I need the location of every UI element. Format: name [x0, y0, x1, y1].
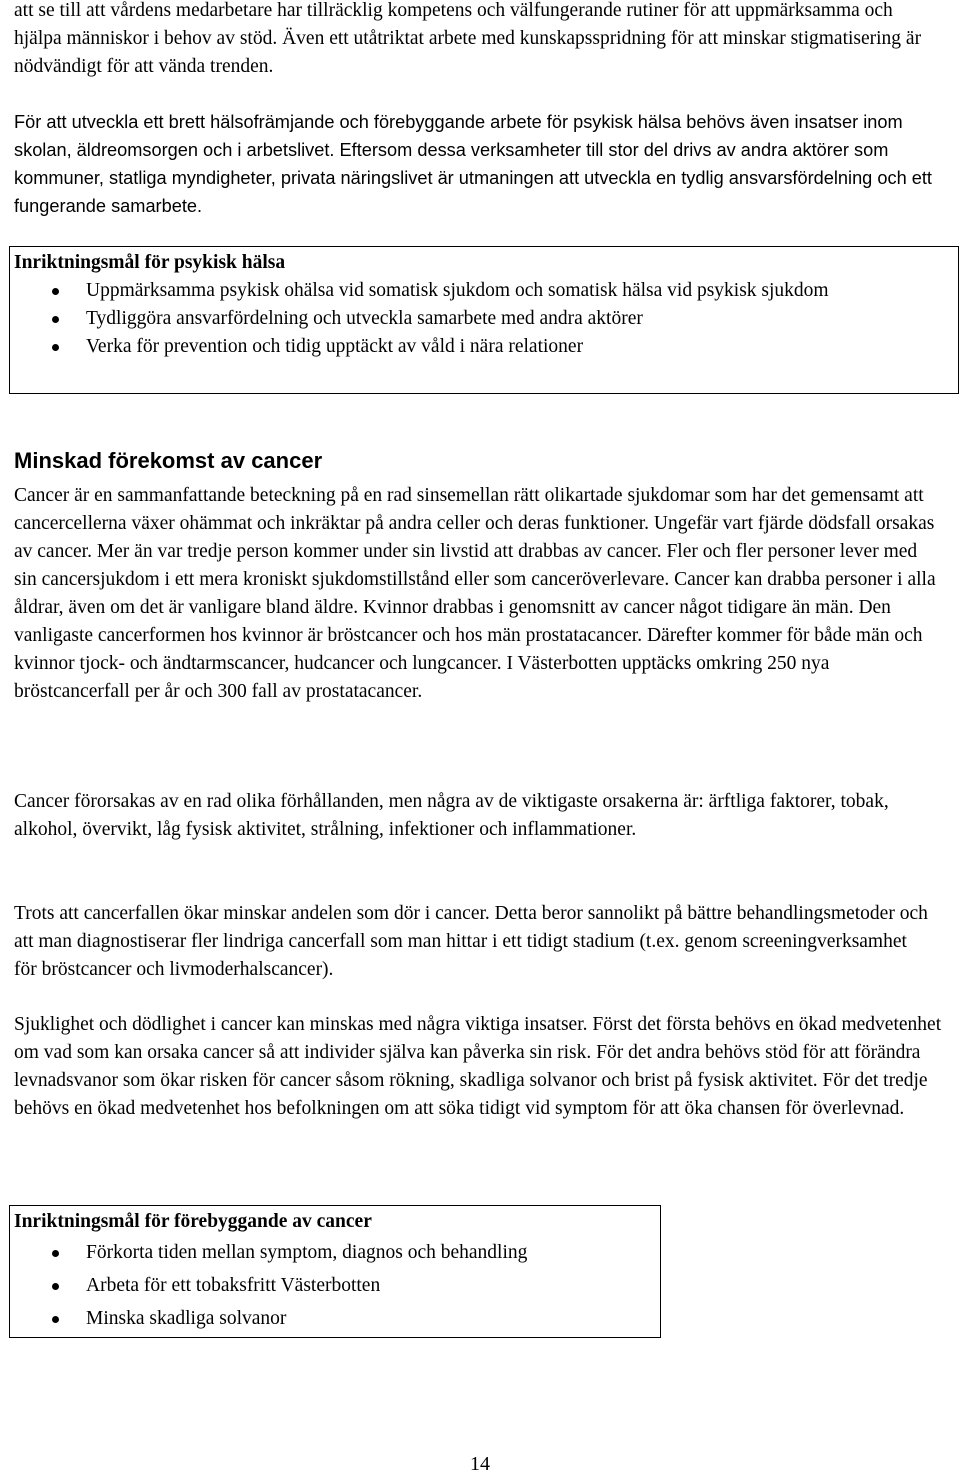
bullet-icon: [52, 288, 59, 295]
bullet-icon: [52, 1250, 59, 1257]
goal-list-item: Uppmärksamma psykisk ohälsa vid somatisk sjukdom och somatisk hälsa vid psykisk sjukdom: [14, 277, 958, 305]
cancer-paragraph-1: Cancer är en sammanfattande beteckning på en rad sinsemellan rätt olikartade sjukdomar som har det gemensamt att cancercellerna växer ohämmat och inkräktar på andra celler och deras funktioner. Ungefär vart fjärde dödsfall orsakas av cancer. Mer än var tredje person kommer under sin livstid att drabbas av cancer. Fler och fler personer lever med sin cancersjukdom i ett mera kroniskt sjukdomstillstånd eller som canceröverlevare. Cancer kan drabba personer i alla åldrar, även om det är vanligare bland äldre. Kvinnor drabbas i genomsnitt av cancer något tidigare än män. Den vanligaste cancerformen hos kvinnor är bröstcancer och hos män prostatacancer. Därefter kommer för både män och kvinnor tjock- och ändtarmscancer, hudcancer och lungcancer. I Västerbotten upptäcks omkring 250 nya bröstcancerfall per år och 300 fall av prostatacancer.: [14, 485, 936, 702]
intro-paragraph-mental-health: [14, 108, 946, 220]
bullet-icon: [52, 1316, 59, 1323]
page-number: 14: [470, 1453, 490, 1475]
intro-paragraph-part-a: För att utveckla ett brett hälsofrämjande och förebyggande arbete för psykisk hälsa behövs även insatser inom skolan, äldreomsorgen och i arbetslivet.: [14, 112, 903, 160]
goal-list-item: Tydliggöra ansvarfördelning och utveckla samarbete med andra aktörer: [14, 305, 958, 333]
cancer-paragraph-4: Sjuklighet och dödlighet i cancer kan minskas med några viktiga insatser. Först det första behövs en ökad medvetenhet om vad som kan orsaka cancer så att individer själva kan påverka sin risk. För det andra behövs stöd för att förändra levnadsvanor som ökar risken för cancer såsom rökning, skadliga solvanor och brist på fysisk aktivitet. För det tredje behövs en ökad medvetenhet hos befolkningen om att söka tidigt vid symptom för att öka chansen för överlevnad.: [14, 1014, 942, 1119]
goal-list-item: Arbeta för ett tobaksfritt Västerbotten: [14, 1269, 660, 1302]
goals-box-title: Inriktningsmål för förebyggande av cancer: [14, 1211, 372, 1232]
intro-continued-paragraph: att se till att vårdens medarbetare har tillräcklig kompetens och välfungerande rutiner för att uppmärksamma och hjälpa människor i behov av stöd. Även ett utåtriktat arbete med kunskapsspridning för att minskar stigmatisering är nödvändigt för att vända trenden.: [14, 0, 922, 77]
goals-list: [14, 1236, 660, 1335]
bullet-icon: [52, 344, 59, 351]
goal-list-item: Verka för prevention och tidig upptäckt av våld i nära relationer: [14, 333, 958, 361]
goal-list-item: Minska skadliga solvanor: [14, 1302, 660, 1335]
goals-box-cancer: [9, 1205, 661, 1338]
bullet-icon: [52, 316, 59, 323]
goals-box-psykisk-halsa: [9, 246, 959, 394]
goal-list-item: Förkorta tiden mellan symptom, diagnos och behandling: [14, 1236, 660, 1269]
goals-list: [14, 277, 958, 361]
intro-paragraph-part-b: Eftersom dessa verksamheter till stor del drivs av andra aktörer som kommuner, statliga myndigheter, privata näringslivet är utmaningen att utveckla en tydlig ansvarsfördelning och ett fungerande samarbete.: [14, 140, 932, 216]
cancer-paragraph-3: Trots att cancerfallen ökar minskar andelen som dör i cancer. Detta beror sannolikt på bättre behandlingsmetoder och att man diagnostiserar fler lindriga cancerfall som man hittar i ett tidigt stadium (t.ex. genom screeningverksamhet för bröstcancer och livmoderhalscancer).: [14, 903, 928, 980]
cancer-paragraph-2: Cancer förorsakas av en rad olika förhållanden, men några av de viktigaste orsakerna är: ärftliga faktorer, tobak, alkohol, övervikt, låg fysisk aktivitet, strålning, infektioner och inflammationer.: [14, 791, 889, 840]
section-heading-cancer: Minskad förekomst av cancer: [14, 448, 323, 473]
goals-box-title: Inriktningsmål för psykisk hälsa: [14, 252, 286, 273]
bullet-icon: [52, 1283, 59, 1290]
